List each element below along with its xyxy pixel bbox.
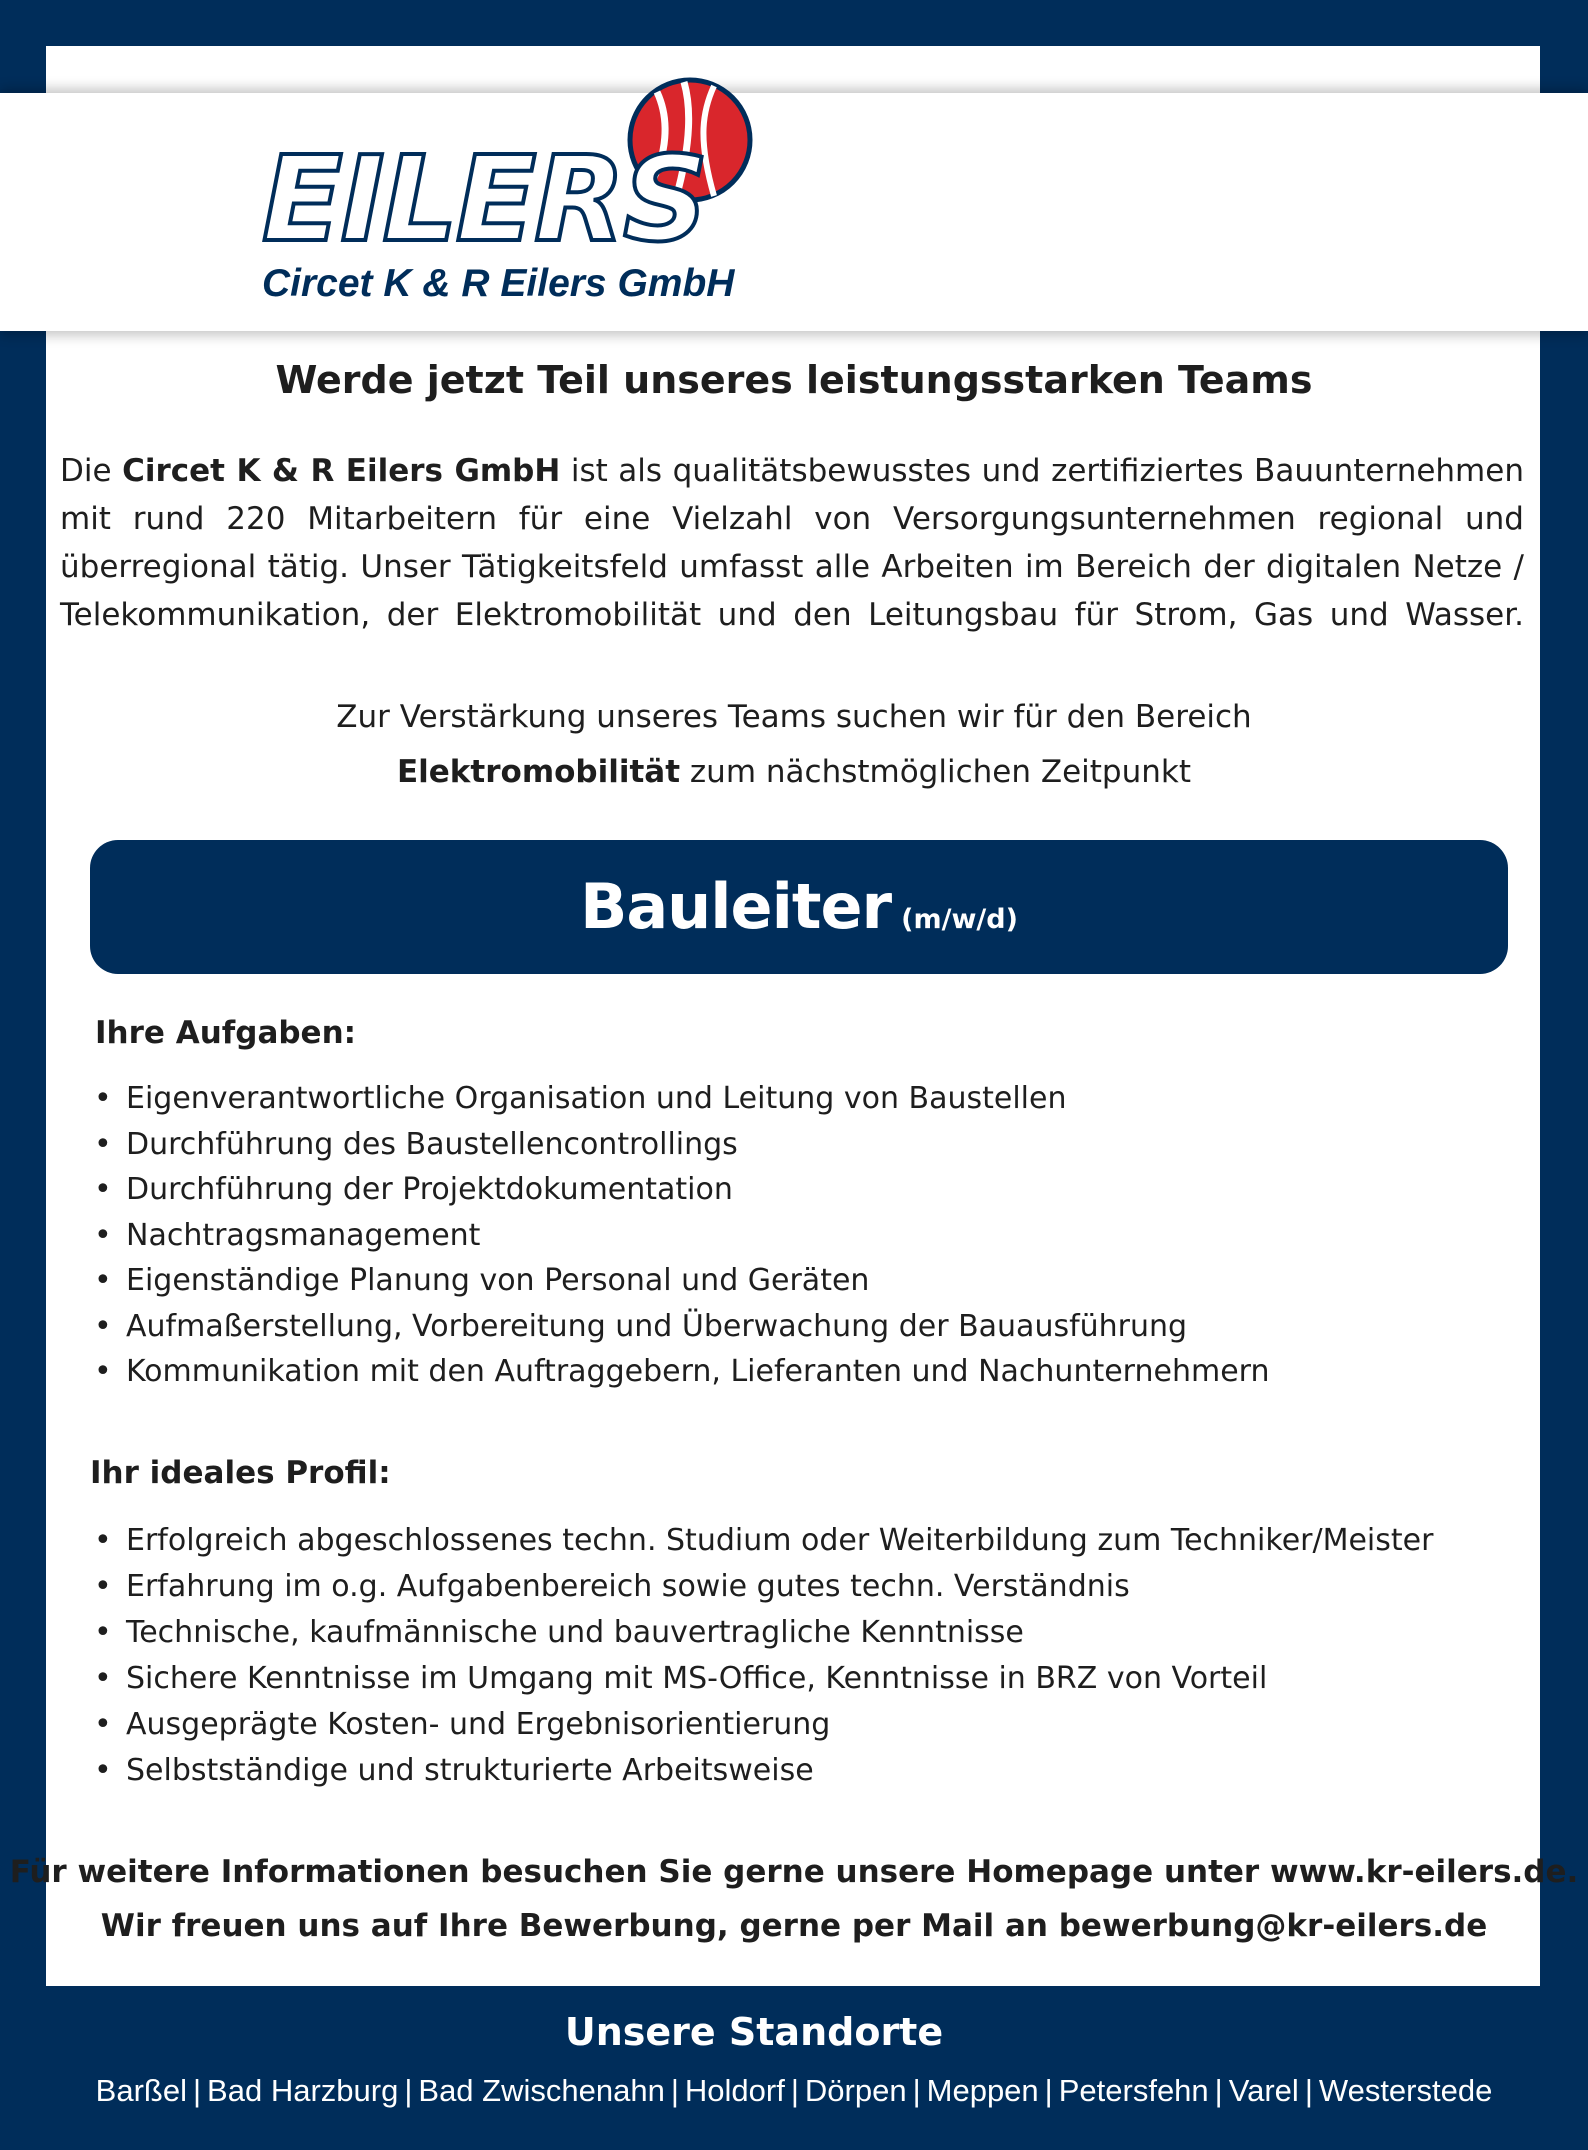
location-separator: | <box>192 2073 202 2108</box>
location-item: Varel <box>1228 2073 1299 2108</box>
location-item: Petersfehn <box>1058 2073 1209 2108</box>
search-line-1: Zur Verstärkung unseres Teams suchen wir für den Bereich <box>336 699 1252 735</box>
position-suffix: (m/w/d) <box>901 904 1018 935</box>
location-separator: | <box>670 2073 679 2108</box>
location-item: Dörpen <box>804 2073 907 2108</box>
list-item: • Erfahrung im o.g. Aufgabenbereich sowie gutes techn. Verständnis <box>92 1564 1433 1610</box>
location-item: Bad Harzburg <box>207 2073 399 2108</box>
location-item: Barßel <box>95 2073 187 2108</box>
contact-line-2: Wir freuen uns auf Ihre Bewerbung, gerne per Mail an bewerbung@kr-eilers.de <box>100 1908 1488 1944</box>
intro-prefix: Die <box>60 453 112 489</box>
headline: Werde jetzt Teil unseres leistungsstarken Teams <box>275 358 1313 402</box>
list-item: • Durchführung des Baustellencontrollings <box>92 1122 1269 1168</box>
location-item: Bad Zwischenahn <box>418 2073 665 2108</box>
search-line-2 <box>0 745 1588 800</box>
tasks-list <box>92 1076 1269 1395</box>
company-logo <box>262 70 782 310</box>
list-item: • Selbstständige und strukturierte Arbeitsweise <box>92 1748 1433 1794</box>
footer-title: Unsere Standorte <box>564 2010 944 2054</box>
header-band <box>0 93 1588 331</box>
profile-list <box>92 1518 1433 1794</box>
position-title: Bauleiter <box>580 870 892 943</box>
search-text <box>0 690 1588 800</box>
location-item: Holdorf <box>684 2073 785 2108</box>
contact-line-1: Für weitere Informationen besuchen Sie gerne unsere Homepage unter www.kr-eilers.de. <box>9 1854 1579 1890</box>
profile-title: Ihr ideales Profil: <box>90 1455 391 1491</box>
position-banner <box>90 840 1508 974</box>
location-separator: | <box>790 2073 799 2108</box>
logo-wordmark: EILERS <box>262 130 707 268</box>
list-item: • Technische, kaufmännische und bauvertragliche Kenntnisse <box>92 1610 1433 1656</box>
list-item: • Kommunikation mit den Auftraggebern, Lieferanten und Nachunternehmern <box>92 1349 1269 1395</box>
logo-company-name: Circet K & R Eilers GmbH <box>262 262 735 305</box>
location-separator: | <box>1214 2073 1223 2108</box>
search-area: Elektromobilität <box>396 754 681 790</box>
list-item: • Erfolgreich abgeschlossenes techn. Studium oder Weiterbildung zum Techniker/Meister <box>92 1518 1433 1564</box>
location-separator: | <box>404 2073 413 2108</box>
intro-line1-rest: ist als qualitätsbewusstes und zertifiziertes Bauunternehmen <box>570 453 1524 489</box>
search-line2-rest: zum nächstmöglichen Zeitpunkt <box>689 754 1192 790</box>
list-item: • Nachtragsmanagement <box>92 1213 1269 1259</box>
intro-line-4: Telekommunikation, der Elektromobilität und den Leitungsbau für Strom, Gas und Wasser. <box>60 597 1524 633</box>
intro-line-3: überregional tätig. Unser Tätigkeitsfeld umfasst alle Arbeiten im Bereich der digitalen Netze / <box>60 549 1524 585</box>
location-item: Westerstede <box>1318 2073 1493 2108</box>
list-item: • Eigenverantwortliche Organisation und Leitung von Baustellen <box>92 1076 1269 1122</box>
location-separator: | <box>1304 2073 1313 2108</box>
intro-paragraph <box>60 447 1524 639</box>
contact-info <box>0 1845 1588 1953</box>
intro-company: Circet K & R Eilers GmbH <box>122 453 561 489</box>
location-item: Meppen <box>926 2073 1039 2108</box>
location-separator: | <box>1044 2073 1053 2108</box>
intro-line-1 <box>60 447 1524 495</box>
tasks-title: Ihre Aufgaben: <box>95 1015 357 1051</box>
list-item: • Durchführung der Projektdokumentation <box>92 1167 1269 1213</box>
location-separator: | <box>912 2073 921 2108</box>
locations-list <box>0 2073 1588 2109</box>
intro-line-2: mit rund 220 Mitarbeitern für eine Vielzahl von Versorgungsunternehmen regional und <box>60 501 1524 537</box>
list-item: • Eigenständige Planung von Personal und Geräten <box>92 1258 1269 1304</box>
list-item: • Sichere Kenntnisse im Umgang mit MS-Office, Kenntnisse in BRZ von Vorteil <box>92 1656 1433 1702</box>
list-item: • Ausgeprägte Kosten- und Ergebnisorientierung <box>92 1702 1433 1748</box>
list-item: • Aufmaßerstellung, Vorbereitung und Überwachung der Bauausführung <box>92 1304 1269 1350</box>
